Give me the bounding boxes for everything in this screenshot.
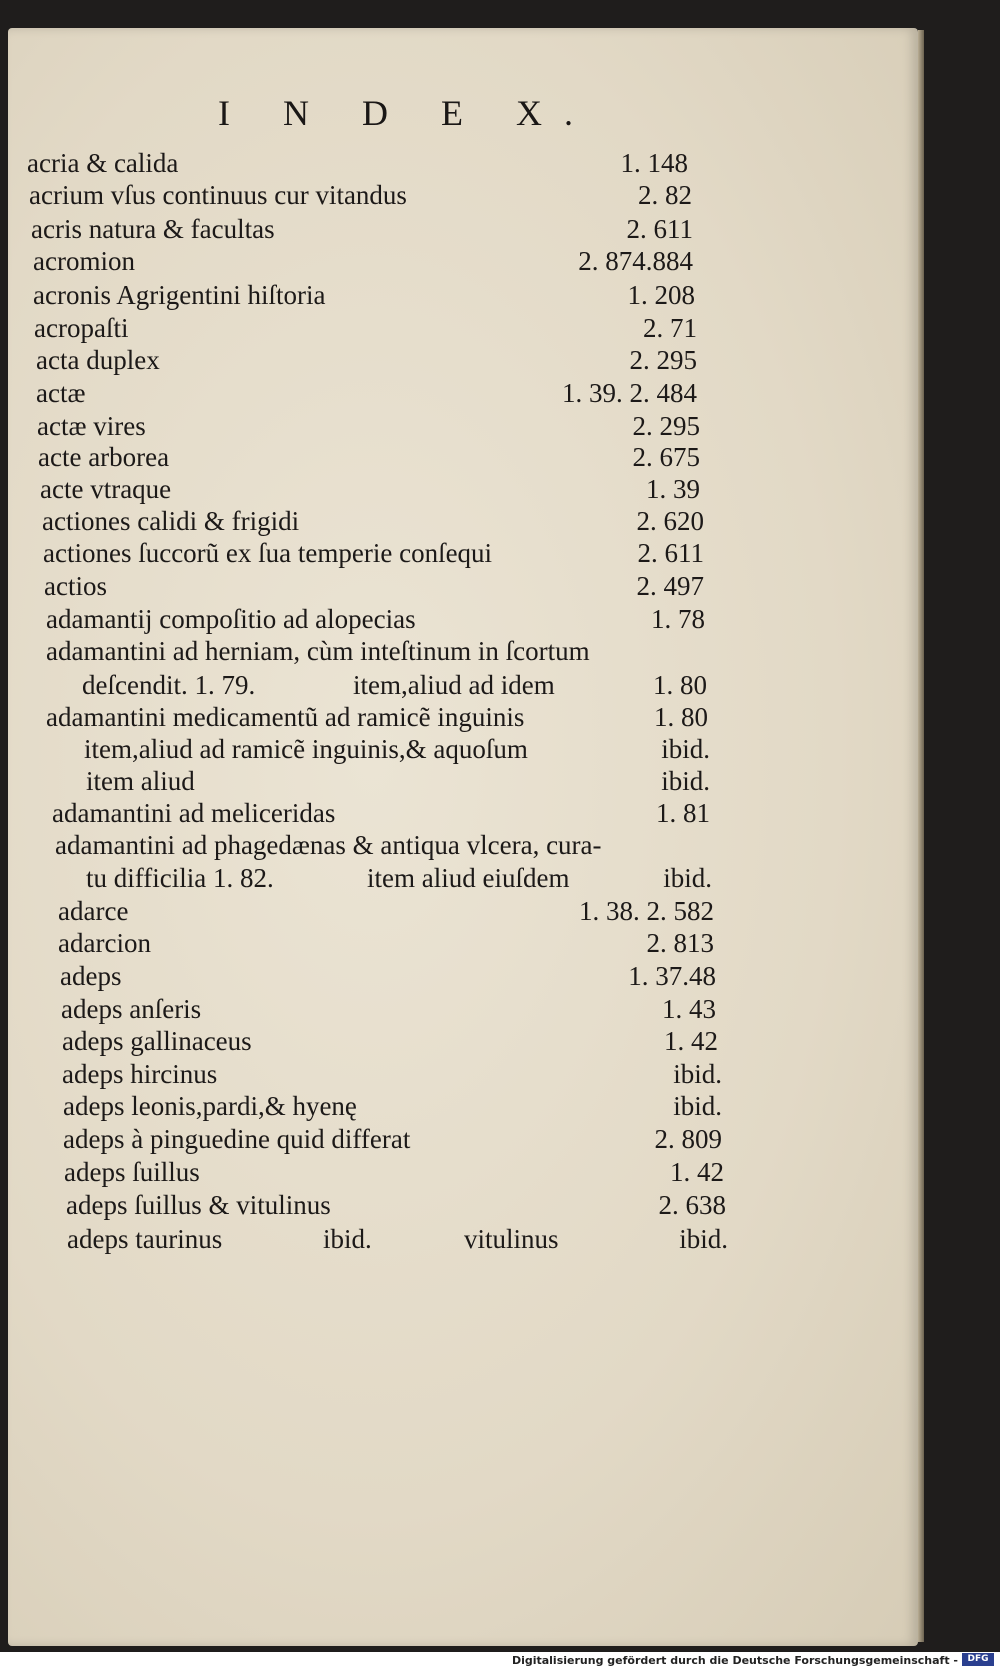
index-entry bbox=[0, 474, 940, 508]
index-entry bbox=[0, 636, 940, 670]
entry-subterm: item,aliud ad idem bbox=[353, 670, 555, 700]
entry-term: actiones ſuccorũ ex ſua temperie conſequi bbox=[43, 538, 493, 568]
entry-page-ref: 2. 874.884 bbox=[578, 246, 693, 276]
index-entry bbox=[0, 1224, 940, 1258]
index-entry bbox=[0, 961, 940, 995]
entry-term: actæ bbox=[36, 378, 86, 408]
entry-page-ref: 1. 81 bbox=[656, 798, 710, 828]
entry-term: deſcendit. 1. 79. bbox=[82, 670, 256, 700]
index-entry bbox=[0, 538, 940, 572]
entry-term: acta duplex bbox=[36, 345, 160, 375]
entry-page-ref: 2. 497 bbox=[636, 571, 704, 601]
index-entry bbox=[0, 411, 940, 445]
entry-page-ref: ibid. bbox=[663, 863, 712, 893]
entry-page-ref: ibid. bbox=[679, 1224, 728, 1254]
entry-page-ref: 2. 675 bbox=[632, 442, 700, 472]
entry-secondary-ref: ibid. bbox=[323, 1224, 372, 1254]
entry-page-ref: 1. 38. 2. 582 bbox=[579, 896, 714, 926]
entry-term: adeps taurinus bbox=[67, 1224, 223, 1254]
entry-page-ref: 2. 295 bbox=[632, 411, 700, 441]
index-entry bbox=[0, 571, 940, 605]
index-entry bbox=[0, 442, 940, 476]
entry-page-ref: 1. 37.48 bbox=[628, 961, 716, 991]
index-entry bbox=[0, 1124, 940, 1158]
footer-credit: Digitalisierung gefördert durch die Deutsche Forschungsgemeinschaft - bbox=[511, 1654, 958, 1667]
index-entry bbox=[0, 1091, 940, 1125]
index-entry bbox=[0, 506, 940, 540]
index-entry bbox=[0, 702, 940, 736]
entry-page-ref: 1. 80 bbox=[654, 702, 708, 732]
entry-term: acropaſti bbox=[34, 313, 129, 343]
index-entry bbox=[0, 896, 940, 930]
entry-term: item aliud bbox=[86, 766, 195, 796]
entry-page-ref: 2. 620 bbox=[636, 506, 704, 536]
index-entry bbox=[0, 734, 940, 768]
entry-page-ref: 2. 809 bbox=[654, 1124, 722, 1154]
entry-page-ref: ibid. bbox=[661, 766, 710, 796]
entry-page-ref: 2. 82 bbox=[638, 180, 692, 210]
entry-page-ref: 1. 80 bbox=[653, 670, 707, 700]
entry-subterm: item aliud eiuſdem bbox=[367, 863, 570, 893]
entry-term: adeps gallinaceus bbox=[62, 1026, 252, 1056]
entry-term: acris natura & facultas bbox=[31, 214, 275, 244]
entry-term: adarce bbox=[58, 896, 129, 926]
entry-term: adamantini ad meliceridas bbox=[52, 798, 336, 828]
entry-term: adamantini ad herniam, cùm inteſtinum in ſcortum bbox=[46, 636, 590, 666]
entry-term: acromion bbox=[33, 246, 135, 276]
index-entry bbox=[0, 766, 940, 800]
entry-page-ref: 1. 78 bbox=[651, 604, 705, 634]
index-entry bbox=[0, 180, 940, 214]
entry-subterm: vitulinus bbox=[464, 1224, 559, 1254]
entry-page-ref: 1. 148 bbox=[620, 148, 688, 178]
index-entry bbox=[0, 280, 940, 314]
entry-term: adeps hircinus bbox=[62, 1059, 218, 1089]
entry-term: adeps ſuillus & vitulinus bbox=[66, 1190, 331, 1220]
index-entry bbox=[0, 313, 940, 347]
entry-term: acte vtraque bbox=[40, 474, 172, 504]
entry-page-ref: 2. 638 bbox=[658, 1190, 726, 1220]
index-entry bbox=[0, 345, 940, 379]
index-entry bbox=[0, 1157, 940, 1191]
index-entry bbox=[0, 1190, 940, 1224]
entry-page-ref: 2. 611 bbox=[626, 214, 693, 244]
entry-page-ref: 1. 39 bbox=[646, 474, 700, 504]
entry-page-ref: ibid. bbox=[673, 1091, 722, 1121]
index-entry bbox=[0, 246, 940, 280]
index-entry bbox=[0, 670, 940, 704]
entry-term: acria & calida bbox=[27, 148, 179, 178]
page-heading: I N D E X. bbox=[218, 93, 595, 133]
entry-page-ref: 2. 295 bbox=[629, 345, 697, 375]
index-entry bbox=[0, 214, 940, 248]
entry-term: tu difficilia 1. 82. bbox=[86, 863, 274, 893]
index-entry bbox=[0, 1059, 940, 1093]
entry-term: adeps leonis,pardi,& hyenę bbox=[63, 1091, 357, 1121]
index-entry bbox=[0, 928, 940, 962]
entry-page-ref: 1. 42 bbox=[670, 1157, 724, 1187]
entry-page-ref: 1. 208 bbox=[627, 280, 695, 310]
index-entry bbox=[0, 1026, 940, 1060]
entry-page-ref: 2. 813 bbox=[646, 928, 714, 958]
entry-page-ref: ibid. bbox=[661, 734, 710, 764]
index-entry bbox=[0, 148, 940, 182]
entry-term: adeps ſuillus bbox=[64, 1157, 200, 1187]
entry-term: adamantini medicamentũ ad ramicẽ inguinis bbox=[46, 702, 525, 732]
index-entry bbox=[0, 378, 940, 412]
entry-term: acronis Agrigentini hiſtoria bbox=[33, 280, 326, 310]
entry-page-ref: 1. 42 bbox=[664, 1026, 718, 1056]
entry-term: acrium vſus continuus cur vitandus bbox=[29, 180, 407, 210]
entry-term: adeps bbox=[60, 961, 122, 991]
entry-term: actæ vires bbox=[37, 411, 146, 441]
index-entry bbox=[0, 863, 940, 897]
entry-term: acte arborea bbox=[38, 442, 170, 472]
entry-term: actios bbox=[44, 571, 107, 601]
entry-page-ref: 1. 43 bbox=[662, 994, 716, 1024]
index-entry bbox=[0, 604, 940, 638]
entry-term: adarcion bbox=[58, 928, 151, 958]
index-entry bbox=[0, 830, 940, 864]
entry-page-ref: ibid. bbox=[673, 1059, 722, 1089]
entry-page-ref: 2. 611 bbox=[637, 538, 704, 568]
index-entry bbox=[0, 798, 940, 832]
entry-term: adamantij compoſitio ad alopecias bbox=[46, 604, 416, 634]
entry-term: adeps anſeris bbox=[61, 994, 202, 1024]
entry-page-ref: 1. 39. 2. 484 bbox=[562, 378, 697, 408]
dfg-logo: DFG bbox=[962, 1653, 994, 1666]
entry-page-ref: 2. 71 bbox=[643, 313, 697, 343]
entry-term: adeps à pinguedine quid differat bbox=[63, 1124, 411, 1154]
entry-term: item,aliud ad ramicẽ inguinis,& aquoſum bbox=[84, 734, 528, 764]
entry-term: actiones calidi & frigidi bbox=[42, 506, 300, 536]
entry-term: adamantini ad phagedænas & antiqua vlcera, cura- bbox=[55, 830, 602, 860]
index-entry bbox=[0, 994, 940, 1028]
